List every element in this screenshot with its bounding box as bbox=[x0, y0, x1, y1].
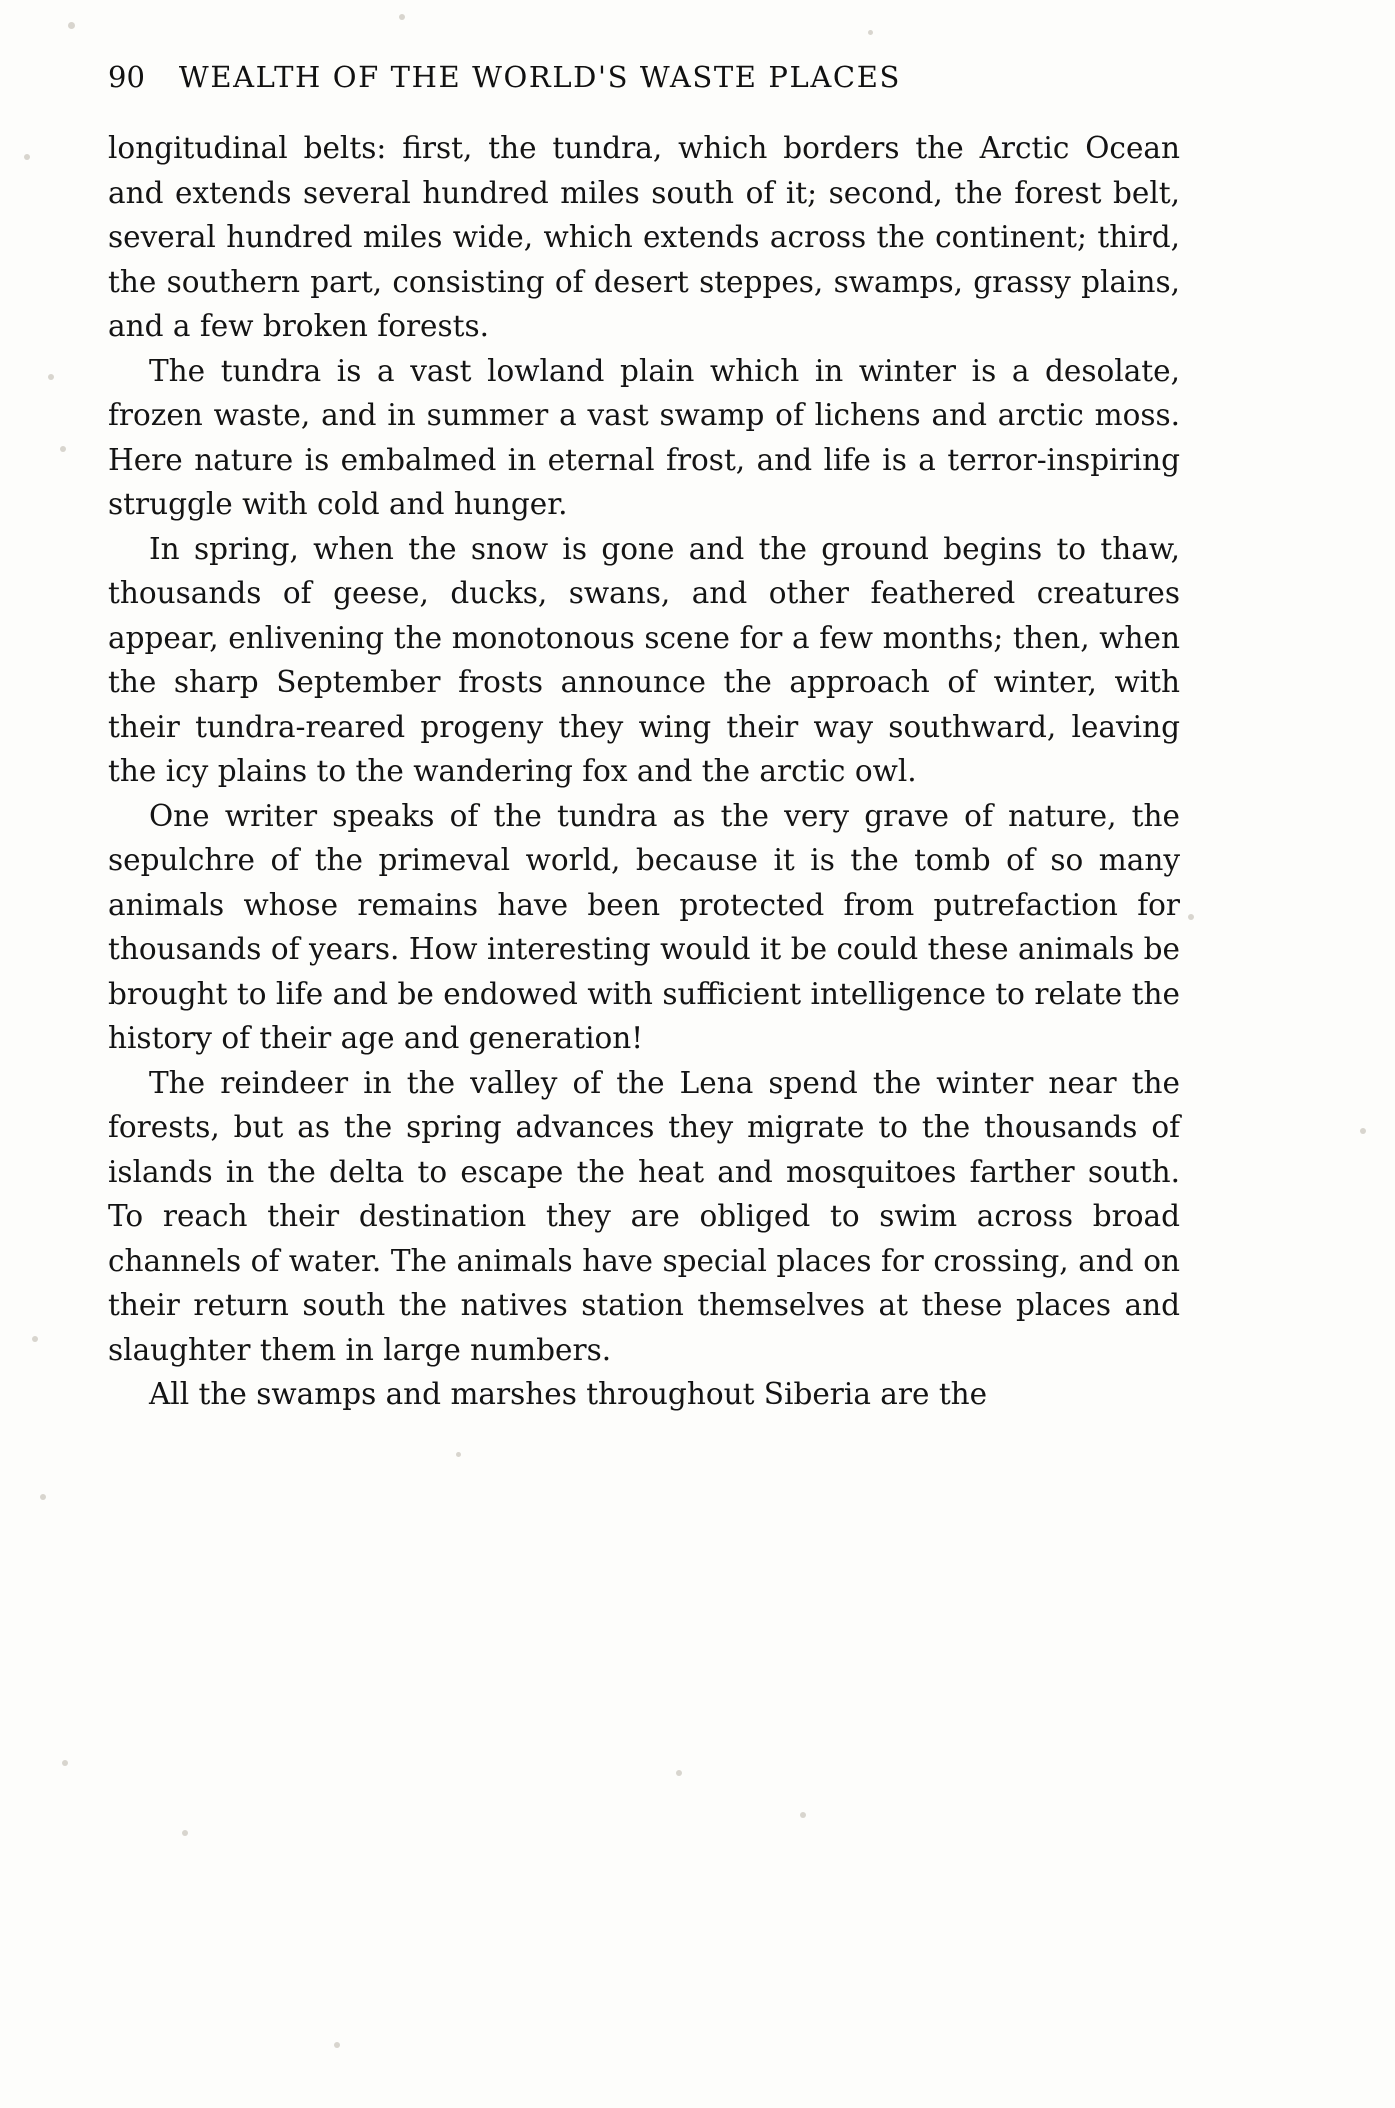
page-number: 90 bbox=[108, 60, 145, 94]
body-text bbox=[108, 126, 1180, 1417]
page-header bbox=[108, 60, 1178, 94]
scan-speck bbox=[399, 14, 405, 20]
scan-speck bbox=[456, 1452, 461, 1457]
paragraph: The reindeer in the valley of the Lena spend the winter near the forests, but as the spring advances they migrate to the thousands of islands in the delta to escape the heat and mosquitoes farther south. To reach their destination they are obliged to swim across broad channels of water. The animals have special places for crossing, and on their return south the natives station themselves at these places and slaughter them in large numbers. bbox=[108, 1065, 1180, 1367]
scan-speck bbox=[62, 1760, 68, 1766]
paragraph: All the swamps and marshes throughout Siberia are the bbox=[149, 1377, 988, 1411]
paragraph: In spring, when the snow is gone and the ground begins to thaw, thousands of geese, ducks, swans, and other feathered creatures appear, enlivening the monotonous scene for a few months; then, when the sharp September frosts announce the approach of winter, with their tundra-reared progeny they wing their way southward, leaving the icy plains to the wandering fox and the arctic owl. bbox=[108, 531, 1180, 788]
paragraph: longitudinal belts: first, the tundra, which borders the Arctic Ocean and extends several hundred miles south of it; second, the forest belt, several hundred miles wide, which extends across the continent; third, the southern part, consisting of desert steppes, swamps, grassy plains, and a few broken forests. bbox=[108, 131, 1180, 343]
scan-speck bbox=[334, 2042, 340, 2048]
running-title: WEALTH OF THE WORLD'S WASTE PLACES bbox=[178, 60, 901, 94]
paragraph: One writer speaks of the tundra as the very grave of nature, the sepulchre of the primeval world, because it is the tomb of so many animals whose remains have been protected from putrefaction for thousands of years. How interesting would it be could these animals be brought to life and be endowed with sufficient intelligence to relate the history of their age and generation! bbox=[108, 798, 1180, 1055]
scan-speck bbox=[68, 22, 75, 29]
scan-speck bbox=[40, 1494, 46, 1500]
scan-speck bbox=[800, 1812, 806, 1818]
scan-speck bbox=[32, 1336, 38, 1342]
scan-speck bbox=[60, 446, 66, 452]
scan-speck bbox=[1188, 914, 1194, 920]
scan-speck bbox=[676, 1770, 682, 1776]
paragraph: The tundra is a vast lowland plain which in winter is a desolate, frozen waste, and in summer a vast swamp of lichens and arctic moss. Here nature is embalmed in eternal frost, and life is a terror-inspiring struggle with cold and hunger. bbox=[108, 353, 1180, 521]
scan-speck bbox=[868, 30, 873, 35]
scan-speck bbox=[182, 1830, 188, 1836]
scan-speck bbox=[48, 374, 54, 380]
scan-speck bbox=[24, 154, 30, 160]
scan-speck bbox=[1360, 1128, 1366, 1134]
